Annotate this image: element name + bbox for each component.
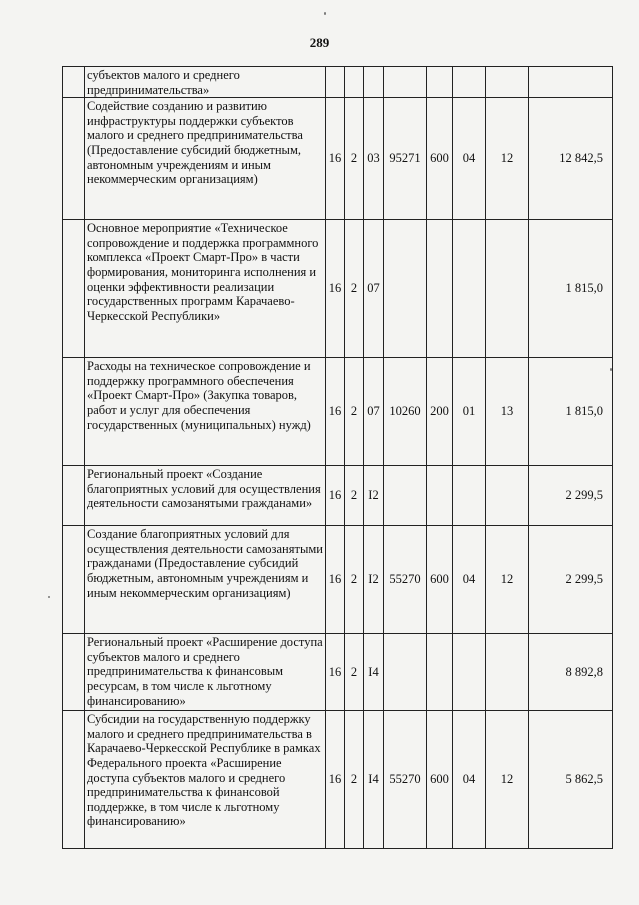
code-cell-c6: 01 bbox=[453, 358, 486, 466]
scan-speck bbox=[324, 12, 326, 15]
code-cell-c7 bbox=[486, 67, 529, 98]
code-cell-c3: 03 bbox=[364, 98, 384, 220]
code-cell-c3: I4 bbox=[364, 634, 384, 711]
code-cell-c5 bbox=[427, 634, 453, 711]
item-name-cell: Расходы на техническое сопровождение и поддержку программного обеспечения «Проект Смарт-Про» (Закупка товаров, работ и услуг для обеспечения государственных (муниципальных) нужд) bbox=[85, 358, 326, 466]
scan-speck bbox=[48, 596, 50, 598]
code-cell-c4 bbox=[384, 466, 427, 526]
code-cell-c2: 2 bbox=[345, 220, 364, 358]
code-cell-c5: 600 bbox=[427, 711, 453, 849]
code-cell-c3: I2 bbox=[364, 526, 384, 634]
code-cell-c5: 600 bbox=[427, 98, 453, 220]
table-row bbox=[63, 526, 613, 634]
code-cell-c2: 2 bbox=[345, 358, 364, 466]
item-name-cell: Создание благоприятных условий для осуществления деятельности самозанятыми гражданами (Предоставление субсидий бюджетным, автономным учреждениям и иным некоммерческим организациям) bbox=[85, 526, 326, 634]
amount-cell: 1 815,0 bbox=[529, 220, 613, 358]
code-cell-c7: 13 bbox=[486, 358, 529, 466]
table-row bbox=[63, 98, 613, 220]
row-number-cell bbox=[63, 526, 85, 634]
row-number-cell bbox=[63, 220, 85, 358]
code-cell-c1: 16 bbox=[326, 526, 345, 634]
code-cell-c6: 04 bbox=[453, 98, 486, 220]
item-name-cell: Субсидии на государственную поддержку малого и среднего предпринимательства в Карачаево-Черкесской Республике в рамках Федерального проекта «Расширение доступа субъектов малого и среднего предпринимательства к финансовой поддержке, в том числе к льготному финансированию» bbox=[85, 711, 326, 849]
budget-table-body bbox=[63, 67, 613, 849]
amount-cell: 8 892,8 bbox=[529, 634, 613, 711]
code-cell-c7 bbox=[486, 220, 529, 358]
code-cell-c6: 04 bbox=[453, 526, 486, 634]
item-name-cell: Региональный проект «Создание благоприятных условий для осуществления деятельности самозанятыми гражданами» bbox=[85, 466, 326, 526]
row-number-cell bbox=[63, 711, 85, 849]
code-cell-c6 bbox=[453, 634, 486, 711]
code-cell-c4: 10260 bbox=[384, 358, 427, 466]
code-cell-c1: 16 bbox=[326, 466, 345, 526]
code-cell-c5 bbox=[427, 220, 453, 358]
code-cell-c7: 12 bbox=[486, 711, 529, 849]
row-number-cell bbox=[63, 98, 85, 220]
code-cell-c3 bbox=[364, 67, 384, 98]
code-cell-c2: 2 bbox=[345, 634, 364, 711]
code-cell-c7: 12 bbox=[486, 98, 529, 220]
code-cell-c3: 07 bbox=[364, 220, 384, 358]
scan-speck bbox=[610, 368, 612, 371]
row-number-cell bbox=[63, 358, 85, 466]
code-cell-c1: 16 bbox=[326, 358, 345, 466]
code-cell-c3: I2 bbox=[364, 466, 384, 526]
code-cell-c2: 2 bbox=[345, 526, 364, 634]
amount-cell bbox=[529, 67, 613, 98]
code-cell-c7: 12 bbox=[486, 526, 529, 634]
code-cell-c4 bbox=[384, 67, 427, 98]
code-cell-c2: 2 bbox=[345, 466, 364, 526]
code-cell-c6 bbox=[453, 466, 486, 526]
table-row bbox=[63, 466, 613, 526]
code-cell-c1: 16 bbox=[326, 98, 345, 220]
page-number: 289 bbox=[309, 35, 330, 50]
budget-table bbox=[62, 66, 613, 849]
code-cell-c4: 55270 bbox=[384, 526, 427, 634]
code-cell-c3: I4 bbox=[364, 711, 384, 849]
table-row bbox=[63, 711, 613, 849]
table-row bbox=[63, 220, 613, 358]
amount-cell: 2 299,5 bbox=[529, 526, 613, 634]
code-cell-c5: 600 bbox=[427, 526, 453, 634]
code-cell-c2: 2 bbox=[345, 98, 364, 220]
code-cell-c1: 16 bbox=[326, 634, 345, 711]
code-cell-c4: 55270 bbox=[384, 711, 427, 849]
amount-cell: 5 862,5 bbox=[529, 711, 613, 849]
item-name-cell: субъектов малого и среднего предпринимательства» bbox=[85, 67, 326, 98]
code-cell-c2 bbox=[345, 67, 364, 98]
code-cell-c6 bbox=[453, 67, 486, 98]
table-row bbox=[63, 67, 613, 98]
row-number-cell bbox=[63, 466, 85, 526]
amount-cell: 2 299,5 bbox=[529, 466, 613, 526]
code-cell-c6 bbox=[453, 220, 486, 358]
code-cell-c6: 04 bbox=[453, 711, 486, 849]
code-cell-c4 bbox=[384, 634, 427, 711]
code-cell-c5 bbox=[427, 466, 453, 526]
item-name-cell: Региональный проект «Расширение доступа субъектов малого и среднего предпринимательства к финансовым ресурсам, в том числе к льготному финансированию» bbox=[85, 634, 326, 711]
code-cell-c1: 16 bbox=[326, 220, 345, 358]
item-name-cell: Содействие созданию и развитию инфраструктуры поддержки субъектов малого и среднего предпринимательства (Предоставление субсидий бюджетным, автономным учреждениям и иным некоммерческим организациям) bbox=[85, 98, 326, 220]
code-cell-c1 bbox=[326, 67, 345, 98]
code-cell-c5: 200 bbox=[427, 358, 453, 466]
code-cell-c1: 16 bbox=[326, 711, 345, 849]
code-cell-c7 bbox=[486, 634, 529, 711]
table-row bbox=[63, 358, 613, 466]
code-cell-c4: 95271 bbox=[384, 98, 427, 220]
amount-cell: 1 815,0 bbox=[529, 358, 613, 466]
table-row bbox=[63, 634, 613, 711]
amount-cell: 12 842,5 bbox=[529, 98, 613, 220]
row-number-cell bbox=[63, 67, 85, 98]
code-cell-c2: 2 bbox=[345, 711, 364, 849]
code-cell-c4 bbox=[384, 220, 427, 358]
code-cell-c5 bbox=[427, 67, 453, 98]
item-name-cell: Основное мероприятие «Техническое сопровождение и поддержка программного комплекса «Проект Смарт-Про» в части формирования, мониторинга исполнения и оценки эффективности реализации государственных программ Карачаево-Черкесской Республики» bbox=[85, 220, 326, 358]
code-cell-c7 bbox=[486, 466, 529, 526]
code-cell-c3: 07 bbox=[364, 358, 384, 466]
row-number-cell bbox=[63, 634, 85, 711]
